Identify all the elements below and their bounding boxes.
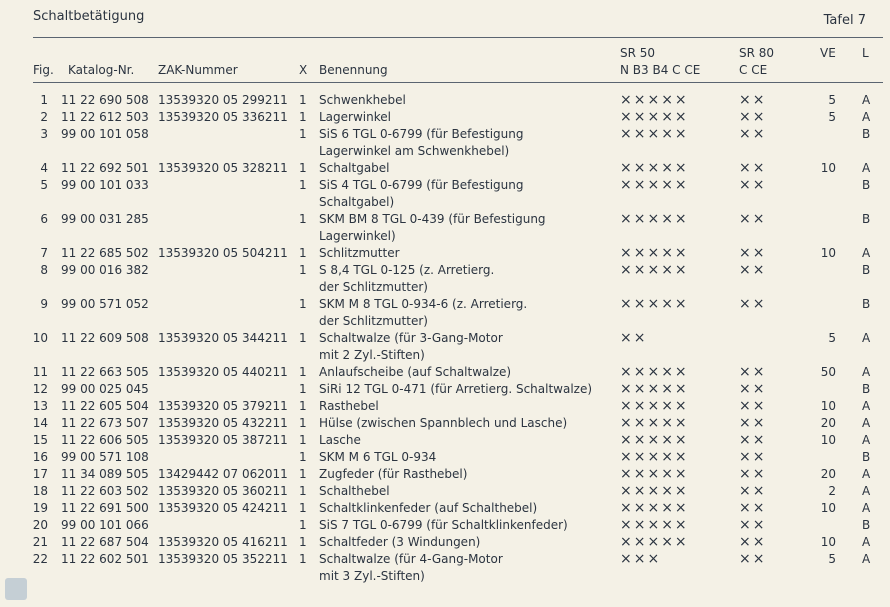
part-description-line: Lagerwinkel	[319, 110, 391, 124]
sr80-applicability: ××	[739, 551, 767, 567]
packing-unit: 2	[828, 484, 836, 498]
part-description-line: Rasthebel	[319, 399, 379, 413]
sr50-applicability: ×××××	[620, 449, 689, 465]
part-description-line: Zugfeder (für Rasthebel)	[319, 467, 468, 481]
col-sr80: SR 80	[739, 46, 775, 60]
part-description	[319, 517, 568, 534]
quantity: 1	[299, 93, 307, 107]
sr50-applicability: ×××××	[620, 534, 689, 550]
part-description-line: mit 2 Zyl.-Stiften)	[319, 348, 425, 362]
delivery-code: A	[862, 552, 871, 566]
fig-number: 22	[32, 552, 48, 566]
quantity: 1	[299, 382, 307, 396]
part-description-line: Hülse (zwischen Spannblech und Lasche)	[319, 416, 568, 430]
part-description-line: Schaltfeder (3 Windungen)	[319, 535, 481, 549]
part-description-line: SiRi 12 TGL 0-471 (für Arretierg. Schaltwalze)	[319, 382, 593, 396]
catalog-number: 11 22 673 507	[61, 416, 149, 430]
col-benennung: Benennung	[319, 63, 388, 77]
quantity: 1	[299, 263, 307, 277]
sr50-applicability: ×××××	[620, 296, 689, 312]
catalog-number: 99 00 571 052	[61, 297, 149, 311]
col-sr50: SR 50	[620, 46, 656, 60]
delivery-code: A	[862, 365, 871, 379]
sr50-applicability: ×××××	[620, 177, 689, 193]
sr80-applicability: ××	[739, 517, 767, 533]
part-description-line: der Schlitzmutter)	[319, 314, 428, 328]
delivery-code: A	[862, 93, 871, 107]
sr80-applicability: ××	[739, 500, 767, 516]
sr50-applicability: ×××××	[620, 483, 689, 499]
sr50-applicability: ×××××	[620, 500, 689, 516]
delivery-code: A	[862, 501, 871, 515]
fig-number: 18	[32, 484, 48, 498]
zak-number: 13539320 05 360211	[158, 484, 288, 498]
part-description-line: Schlitzmutter	[319, 246, 400, 260]
sr50-applicability: ×××××	[620, 364, 689, 380]
col-sr50-variants: N B3 B4 C CE	[620, 63, 701, 77]
part-description	[319, 415, 567, 432]
sr50-applicability: ×××××	[620, 415, 689, 431]
part-description-line: Lagerwinkel am Schwenkhebel)	[319, 144, 510, 158]
delivery-code: B	[862, 382, 871, 396]
quantity: 1	[299, 450, 307, 464]
zak-number: 13539320 05 387211	[158, 433, 288, 447]
sr80-applicability: ××	[739, 534, 767, 550]
fig-number: 12	[32, 382, 48, 396]
quantity: 1	[299, 416, 307, 430]
delivery-code: A	[862, 416, 871, 430]
delivery-code: A	[862, 467, 871, 481]
fig-number: 9	[40, 297, 48, 311]
packing-unit: 10	[820, 246, 836, 260]
zak-number: 13539320 05 344211	[158, 331, 288, 345]
delivery-code: A	[862, 331, 871, 345]
fig-number: 8	[40, 263, 48, 277]
delivery-code: A	[862, 535, 871, 549]
sr50-applicability: ×××××	[620, 398, 689, 414]
part-description-line: Schaltklinkenfeder (auf Schalthebel)	[319, 501, 538, 515]
packing-unit: 5	[828, 331, 836, 345]
packing-unit: 5	[828, 93, 836, 107]
packing-unit: 10	[820, 433, 836, 447]
packing-unit: 10	[820, 501, 836, 515]
part-description	[319, 330, 503, 364]
part-description-line: SiS 7 TGL 0-6799 (für Schaltklinkenfeder)	[319, 518, 568, 532]
packing-unit: 10	[820, 535, 836, 549]
delivery-code: B	[862, 212, 871, 226]
part-description-line: SKM BM 8 TGL 0-439 (für Befestigung	[319, 212, 546, 226]
part-description	[319, 262, 494, 296]
quantity: 1	[299, 518, 307, 532]
quantity: 1	[299, 212, 307, 226]
packing-unit: 50	[820, 365, 836, 379]
packing-unit: 5	[828, 110, 836, 124]
sr50-applicability: ×××××	[620, 109, 689, 125]
part-description	[319, 483, 390, 500]
sr50-applicability: ×××××	[620, 381, 689, 397]
sr80-applicability: ××	[739, 432, 767, 448]
sr80-applicability: ××	[739, 177, 767, 193]
sr50-applicability: ××	[620, 330, 648, 346]
part-description-line: Schaltgabel)	[319, 195, 395, 209]
fig-number: 1	[40, 93, 48, 107]
quantity: 1	[299, 399, 307, 413]
fig-number: 20	[32, 518, 48, 532]
sr50-applicability: ×××	[620, 551, 662, 567]
sr80-applicability: ××	[739, 211, 767, 227]
catalog-number: 11 22 663 505	[61, 365, 149, 379]
quantity: 1	[299, 331, 307, 345]
col-x: X	[299, 63, 308, 77]
part-description	[319, 466, 467, 483]
zak-number: 13539320 05 424211	[158, 501, 288, 515]
col-ve: VE	[820, 46, 836, 60]
part-description	[319, 381, 592, 398]
sr50-applicability: ×××××	[620, 245, 689, 261]
col-zak: ZAK-Nummer	[158, 63, 238, 77]
sr50-applicability: ×××××	[620, 262, 689, 278]
zak-number: 13539320 05 432211	[158, 416, 288, 430]
quantity: 1	[299, 552, 307, 566]
catalog-number: 11 22 603 502	[61, 484, 149, 498]
sr80-applicability: ××	[739, 483, 767, 499]
part-description	[319, 296, 527, 330]
quantity: 1	[299, 484, 307, 498]
fig-number: 10	[32, 331, 48, 345]
quantity: 1	[299, 297, 307, 311]
fig-number: 7	[40, 246, 48, 260]
sr80-applicability: ××	[739, 296, 767, 312]
part-description-line: der Schlitzmutter)	[319, 280, 428, 294]
fig-number: 16	[32, 450, 48, 464]
part-description	[319, 432, 361, 449]
zak-number: 13539320 05 504211	[158, 246, 288, 260]
part-description	[319, 449, 436, 466]
sr50-applicability: ×××××	[620, 92, 689, 108]
packing-unit: 10	[820, 399, 836, 413]
part-description	[319, 364, 511, 381]
delivery-code: A	[862, 484, 871, 498]
sr50-applicability: ×××××	[620, 126, 689, 142]
catalog-number: 11 22 687 504	[61, 535, 149, 549]
sr80-applicability: ××	[739, 109, 767, 125]
sr80-applicability: ××	[739, 126, 767, 142]
fig-number: 5	[40, 178, 48, 192]
sr80-applicability: ××	[739, 466, 767, 482]
part-description-line: SiS 6 TGL 0-6799 (für Befestigung	[319, 127, 524, 141]
col-l: L	[862, 46, 869, 60]
zak-number: 13539320 05 328211	[158, 161, 288, 175]
sr80-applicability: ××	[739, 262, 767, 278]
quantity: 1	[299, 467, 307, 481]
catalog-number: 99 00 571 108	[61, 450, 149, 464]
quantity: 1	[299, 535, 307, 549]
part-description	[319, 126, 524, 160]
sr50-applicability: ×××××	[620, 466, 689, 482]
part-description-line: SKM M 6 TGL 0-934	[319, 450, 437, 464]
part-description-line: Schaltwalze (für 3-Gang-Motor	[319, 331, 503, 345]
part-description	[319, 551, 503, 585]
fig-number: 19	[32, 501, 48, 515]
catalog-number: 11 22 602 501	[61, 552, 149, 566]
fig-number: 17	[32, 467, 48, 481]
quantity: 1	[299, 365, 307, 379]
quantity: 1	[299, 433, 307, 447]
catalog-number: 99 00 031 285	[61, 212, 149, 226]
corner-stamp	[5, 578, 27, 600]
part-description	[319, 211, 546, 245]
fig-number: 6	[40, 212, 48, 226]
sr80-applicability: ××	[739, 92, 767, 108]
catalog-number: 99 00 101 066	[61, 518, 149, 532]
part-description-line: Lagerwinkel)	[319, 229, 396, 243]
part-description-line: Anlaufscheibe (auf Schaltwalze)	[319, 365, 512, 379]
zak-number: 13539320 05 379211	[158, 399, 288, 413]
page-title: Schaltbetätigung	[33, 9, 145, 24]
delivery-code: A	[862, 399, 871, 413]
sr80-applicability: ××	[739, 381, 767, 397]
part-description-line: SiS 4 TGL 0-6799 (für Befestigung	[319, 178, 524, 192]
catalog-number: 11 22 685 502	[61, 246, 149, 260]
part-description-line: Schaltgabel	[319, 161, 390, 175]
catalog-number: 99 00 101 058	[61, 127, 149, 141]
part-description-line: mit 3 Zyl.-Stiften)	[319, 569, 425, 583]
sr80-applicability: ××	[739, 245, 767, 261]
header-rule-bottom	[33, 82, 883, 83]
fig-number: 3	[40, 127, 48, 141]
quantity: 1	[299, 161, 307, 175]
packing-unit: 5	[828, 552, 836, 566]
sr80-applicability: ××	[739, 160, 767, 176]
zak-number: 13539320 05 299211	[158, 93, 288, 107]
catalog-number: 11 22 609 508	[61, 331, 149, 345]
part-description-line: Schwenkhebel	[319, 93, 406, 107]
fig-number: 14	[32, 416, 48, 430]
part-description	[319, 245, 400, 262]
delivery-code: A	[862, 246, 871, 260]
zak-number: 13539320 05 352211	[158, 552, 288, 566]
zak-number: 13539320 05 440211	[158, 365, 288, 379]
col-katalog: Katalog-Nr.	[68, 63, 135, 77]
sr50-applicability: ×××××	[620, 432, 689, 448]
part-description	[319, 534, 480, 551]
delivery-code: A	[862, 110, 871, 124]
part-description	[319, 109, 391, 126]
catalog-number: 11 22 612 503	[61, 110, 149, 124]
fig-number: 4	[40, 161, 48, 175]
zak-number: 13539320 05 336211	[158, 110, 288, 124]
part-description	[319, 500, 537, 517]
fig-number: 13	[32, 399, 48, 413]
sr50-applicability: ×××××	[620, 211, 689, 227]
col-sr80-variants: C CE	[739, 63, 768, 77]
part-description-line: Schalthebel	[319, 484, 390, 498]
catalog-number: 99 00 025 045	[61, 382, 149, 396]
catalog-number: 11 22 605 504	[61, 399, 149, 413]
header-rule-top	[33, 37, 883, 38]
sr50-applicability: ×××××	[620, 160, 689, 176]
catalog-number: 11 34 089 505	[61, 467, 149, 481]
packing-unit: 20	[820, 467, 836, 481]
packing-unit: 10	[820, 161, 836, 175]
part-description-line: Schaltwalze (für 4-Gang-Motor	[319, 552, 503, 566]
catalog-number: 11 22 690 508	[61, 93, 149, 107]
delivery-code: B	[862, 178, 871, 192]
sr80-applicability: ××	[739, 449, 767, 465]
sr80-applicability: ××	[739, 415, 767, 431]
sr50-applicability: ×××××	[620, 517, 689, 533]
catalog-number: 11 22 692 501	[61, 161, 149, 175]
quantity: 1	[299, 127, 307, 141]
fig-number: 2	[40, 110, 48, 124]
quantity: 1	[299, 110, 307, 124]
delivery-code: A	[862, 161, 871, 175]
catalog-number: 11 22 691 500	[61, 501, 149, 515]
part-description-line: Lasche	[319, 433, 361, 447]
part-description	[319, 398, 379, 415]
quantity: 1	[299, 178, 307, 192]
catalog-number: 99 00 101 033	[61, 178, 149, 192]
zak-number: 13539320 05 416211	[158, 535, 288, 549]
delivery-code: B	[862, 518, 871, 532]
delivery-code: B	[862, 127, 871, 141]
part-description-line: SKM M 8 TGL 0-934-6 (z. Arretierg.	[319, 297, 528, 311]
catalog-number: 11 22 606 505	[61, 433, 149, 447]
part-description	[319, 92, 406, 109]
col-fig: Fig.	[33, 63, 54, 77]
sr80-applicability: ××	[739, 364, 767, 380]
sr80-applicability: ××	[739, 398, 767, 414]
quantity: 1	[299, 246, 307, 260]
fig-number: 21	[32, 535, 48, 549]
part-description-line: S 8,4 TGL 0-125 (z. Arretierg.	[319, 263, 495, 277]
delivery-code: B	[862, 297, 871, 311]
delivery-code: B	[862, 450, 871, 464]
part-description	[319, 160, 390, 177]
fig-number: 11	[32, 365, 48, 379]
quantity: 1	[299, 501, 307, 515]
part-description	[319, 177, 524, 211]
delivery-code: A	[862, 433, 871, 447]
packing-unit: 20	[820, 416, 836, 430]
catalog-number: 99 00 016 382	[61, 263, 149, 277]
zak-number: 13429442 07 062011	[158, 467, 288, 481]
plate-number: Tafel 7	[823, 13, 866, 28]
fig-number: 15	[32, 433, 48, 447]
delivery-code: B	[862, 263, 871, 277]
